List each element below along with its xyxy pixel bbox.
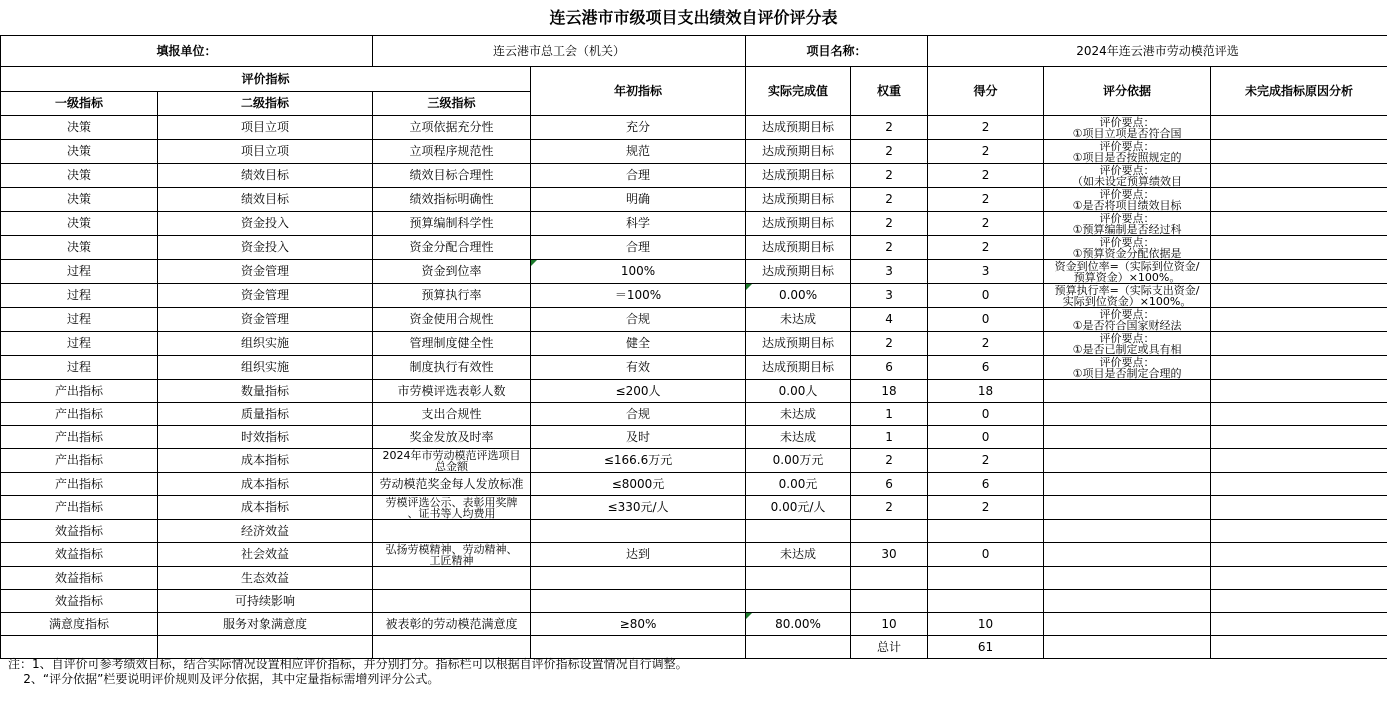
score-cell: 2 (928, 116, 1044, 140)
footnote-1: 注：1、自评价可参考绩效目标，结合实际情况设置相应评价指标，并分别打分。指标栏可以根据自评价指标设置情况自行调整。 (8, 657, 688, 671)
level2-cell: 项目立项 (158, 116, 373, 140)
reason-cell (1211, 520, 1387, 543)
basis-cell (1044, 520, 1211, 543)
weight-cell: 3 (851, 284, 928, 308)
level1-cell: 过程 (1, 308, 158, 332)
level1-cell: 产出指标 (1, 473, 158, 496)
actual-cell: 达成预期目标 (746, 212, 851, 236)
level1-cell: 决策 (1, 116, 158, 140)
score-cell: 2 (928, 188, 1044, 212)
reason-cell (1211, 188, 1387, 212)
total-label: 总计 (851, 636, 928, 659)
score-cell: 0 (928, 284, 1044, 308)
unit-value: 连云港市总工会（机关） (373, 36, 746, 67)
table-row (1, 260, 1387, 284)
header-actual: 实际完成值 (746, 67, 851, 116)
weight-cell: 3 (851, 260, 928, 284)
target-cell: 健全 (531, 332, 746, 356)
footnotes (8, 657, 688, 687)
level3-cell: 立项依据充分性 (373, 116, 531, 140)
score-cell: 2 (928, 332, 1044, 356)
reason-cell (1211, 449, 1387, 473)
actual-cell: 80.00% (746, 613, 851, 636)
target-cell: ≤166.6万元 (531, 449, 746, 473)
empty-cell (158, 636, 373, 659)
level3-cell: 劳动模范奖金每人发放标准 (373, 473, 531, 496)
basis-cell (1044, 380, 1211, 403)
reason-cell (1211, 260, 1387, 284)
target-cell: 合规 (531, 403, 746, 426)
weight-cell: 2 (851, 449, 928, 473)
level1-cell: 决策 (1, 236, 158, 260)
basis-cell (1044, 496, 1211, 520)
table-row (1, 212, 1387, 236)
table-row (1, 426, 1387, 449)
table-row (1, 236, 1387, 260)
basis-text: 评价要点： ①项目立项是否符合国 (1072, 116, 1182, 139)
empty-cell (373, 636, 531, 659)
basis-text: 评价要点： ①是否符合国家财经法 (1072, 308, 1182, 331)
actual-cell (746, 590, 851, 613)
reason-cell (1211, 590, 1387, 613)
score-cell: 2 (928, 236, 1044, 260)
target-cell: 及时 (531, 426, 746, 449)
basis-cell (1044, 449, 1211, 473)
level3-cell: 资金到位率 (373, 260, 531, 284)
table-row (1, 284, 1387, 308)
weight-cell: 1 (851, 403, 928, 426)
actual-cell: 达成预期目标 (746, 140, 851, 164)
unit-label: 填报单位： (1, 36, 373, 67)
reason-cell (1211, 426, 1387, 449)
level3-cell (373, 449, 531, 473)
reason-cell (1211, 496, 1387, 520)
basis-cell (1044, 403, 1211, 426)
basis-cell (1044, 356, 1211, 380)
level2-cell: 可持续影响 (158, 590, 373, 613)
target-cell: 科学 (531, 212, 746, 236)
level3-text: 弘扬劳模精神、劳动精神、 工匠精神 (385, 543, 518, 566)
target-cell: 达到 (531, 543, 746, 567)
weight-cell: 2 (851, 116, 928, 140)
project-label: 项目名称： (746, 36, 928, 67)
table-row (1, 590, 1387, 613)
weight-cell: 6 (851, 473, 928, 496)
basis-cell (1044, 260, 1211, 284)
reason-cell (1211, 567, 1387, 590)
total-score: 61 (928, 636, 1044, 659)
table-row (1, 520, 1387, 543)
level2-cell: 资金管理 (158, 284, 373, 308)
weight-cell: 1 (851, 426, 928, 449)
actual-cell: 未达成 (746, 308, 851, 332)
level2-cell: 时效指标 (158, 426, 373, 449)
score-cell: 0 (928, 426, 1044, 449)
level3-cell: 奖金发放及时率 (373, 426, 531, 449)
score-cell (928, 567, 1044, 590)
level2-cell: 绩效目标 (158, 188, 373, 212)
level1-cell: 效益指标 (1, 567, 158, 590)
level1-cell: 决策 (1, 164, 158, 188)
level2-cell: 数量指标 (158, 380, 373, 403)
level3-cell: 管理制度健全性 (373, 332, 531, 356)
level3-cell: 资金使用合规性 (373, 308, 531, 332)
level3-cell: 预算执行率 (373, 284, 531, 308)
reason-cell (1211, 284, 1387, 308)
basis-text: 评价要点： ①是否已制定或具有相 (1072, 332, 1182, 355)
basis-cell (1044, 332, 1211, 356)
actual-cell: 达成预期目标 (746, 356, 851, 380)
header-level2: 二级指标 (158, 92, 373, 116)
basis-cell (1044, 308, 1211, 332)
weight-cell: 2 (851, 140, 928, 164)
level2-cell: 项目立项 (158, 140, 373, 164)
level1-cell: 产出指标 (1, 426, 158, 449)
header-eval-index: 评价指标 (1, 67, 531, 92)
actual-cell: 0.00元/人 (746, 496, 851, 520)
level3-cell: 绩效目标合理性 (373, 164, 531, 188)
reason-cell (1211, 473, 1387, 496)
target-cell: ≤200人 (531, 380, 746, 403)
actual-cell: 达成预期目标 (746, 116, 851, 140)
level2-cell: 质量指标 (158, 403, 373, 426)
reason-cell (1211, 164, 1387, 188)
level1-cell: 决策 (1, 188, 158, 212)
table-row (1, 403, 1387, 426)
level2-cell: 经济效益 (158, 520, 373, 543)
reason-cell (1211, 140, 1387, 164)
table-row (1, 543, 1387, 567)
score-cell: 6 (928, 473, 1044, 496)
basis-cell (1044, 543, 1211, 567)
target-cell (531, 520, 746, 543)
table-row (1, 567, 1387, 590)
score-cell: 2 (928, 496, 1044, 520)
weight-cell: 2 (851, 164, 928, 188)
table-row (1, 496, 1387, 520)
score-cell: 2 (928, 449, 1044, 473)
level2-cell: 资金投入 (158, 236, 373, 260)
empty-cell (1211, 636, 1387, 659)
target-cell: 明确 (531, 188, 746, 212)
actual-cell (746, 520, 851, 543)
table-row (1, 188, 1387, 212)
footnote-2: 2、“评分依据”栏要说明评价规则及评分依据，其中定量指标需增列评分公式。 (8, 672, 440, 686)
basis-cell (1044, 116, 1211, 140)
score-cell (928, 590, 1044, 613)
basis-cell (1044, 473, 1211, 496)
score-cell: 3 (928, 260, 1044, 284)
level2-cell: 生态效益 (158, 567, 373, 590)
basis-text: 预算执行率=（实际支出资金/ 实际到位资金）×100%。 (1054, 284, 1200, 307)
basis-cell (1044, 284, 1211, 308)
actual-cell: 未达成 (746, 426, 851, 449)
actual-cell: 达成预期目标 (746, 164, 851, 188)
basis-cell (1044, 613, 1211, 636)
level2-cell: 成本指标 (158, 449, 373, 473)
target-cell (531, 590, 746, 613)
empty-cell (1, 636, 158, 659)
reason-cell (1211, 543, 1387, 567)
target-cell (531, 567, 746, 590)
target-cell: 合理 (531, 164, 746, 188)
level3-cell: 支出合规性 (373, 403, 531, 426)
basis-cell (1044, 188, 1211, 212)
score-cell: 0 (928, 403, 1044, 426)
score-cell: 18 (928, 380, 1044, 403)
level3-cell: 绩效指标明确性 (373, 188, 531, 212)
table-row (1, 116, 1387, 140)
basis-cell (1044, 140, 1211, 164)
level2-cell: 组织实施 (158, 332, 373, 356)
actual-cell: 0.00% (746, 284, 851, 308)
weight-cell: 2 (851, 188, 928, 212)
basis-cell (1044, 212, 1211, 236)
level2-cell: 社会效益 (158, 543, 373, 567)
weight-cell: 2 (851, 496, 928, 520)
header-reason: 未完成指标原因分析 (1211, 67, 1387, 116)
target-cell: ≥80% (531, 613, 746, 636)
header-level3: 三级指标 (373, 92, 531, 116)
basis-text: 评价要点： （如未设定预算绩效目 (1072, 164, 1183, 187)
table-row (1, 356, 1387, 380)
score-cell: 0 (928, 543, 1044, 567)
level1-cell: 产出指标 (1, 403, 158, 426)
weight-cell: 10 (851, 613, 928, 636)
level1-cell: 产出指标 (1, 380, 158, 403)
empty-cell (746, 636, 851, 659)
level1-cell: 效益指标 (1, 543, 158, 567)
level2-cell: 资金投入 (158, 212, 373, 236)
actual-cell (746, 567, 851, 590)
reason-cell (1211, 212, 1387, 236)
basis-cell (1044, 567, 1211, 590)
score-cell: 6 (928, 356, 1044, 380)
actual-cell: 未达成 (746, 403, 851, 426)
score-cell: 2 (928, 164, 1044, 188)
weight-cell: 18 (851, 380, 928, 403)
level1-cell: 决策 (1, 212, 158, 236)
level3-text: 劳模评选公示、表彰用奖牌 、证书等人均费用 (385, 496, 518, 519)
target-cell: 合理 (531, 236, 746, 260)
weight-cell: 2 (851, 332, 928, 356)
level1-cell: 过程 (1, 332, 158, 356)
score-cell: 10 (928, 613, 1044, 636)
table-row (1, 473, 1387, 496)
level2-cell: 绩效目标 (158, 164, 373, 188)
basis-text: 评价要点： ①预算资金分配依据是 (1072, 236, 1182, 259)
weight-cell: 6 (851, 356, 928, 380)
basis-cell (1044, 164, 1211, 188)
level2-cell: 成本指标 (158, 496, 373, 520)
level3-text: 2024年市劳动模范评选项目 总金额 (382, 449, 521, 472)
reason-cell (1211, 332, 1387, 356)
basis-cell (1044, 590, 1211, 613)
header-target: 年初指标 (531, 67, 746, 116)
reason-cell (1211, 380, 1387, 403)
level3-cell (373, 543, 531, 567)
level1-cell: 满意度指标 (1, 613, 158, 636)
header-score: 得分 (928, 67, 1044, 116)
header-basis: 评分依据 (1044, 67, 1211, 116)
target-cell: ≤330元/人 (531, 496, 746, 520)
level3-cell: 预算编制科学性 (373, 212, 531, 236)
actual-cell: 0.00人 (746, 380, 851, 403)
basis-text: 资金到位率=（实际到位资金/ 预算资金）×100%。 (1054, 260, 1200, 283)
actual-cell: 0.00元 (746, 473, 851, 496)
table-row (1, 449, 1387, 473)
weight-cell: 2 (851, 212, 928, 236)
score-table (0, 35, 1387, 659)
empty-cell (1044, 636, 1211, 659)
table-row (1, 164, 1387, 188)
weight-cell (851, 567, 928, 590)
basis-text: 评价要点： ①项目是否制定合理的 (1072, 356, 1182, 379)
target-cell: 100% (531, 260, 746, 284)
target-cell: 有效 (531, 356, 746, 380)
level3-cell (373, 496, 531, 520)
level1-cell: 过程 (1, 260, 158, 284)
level1-cell: 效益指标 (1, 520, 158, 543)
project-value: 2024年连云港市劳动模范评选 (928, 36, 1387, 67)
info-row (1, 36, 1387, 67)
basis-cell (1044, 426, 1211, 449)
actual-cell: 未达成 (746, 543, 851, 567)
weight-cell: 30 (851, 543, 928, 567)
score-cell: 2 (928, 140, 1044, 164)
level3-cell: 制度执行有效性 (373, 356, 531, 380)
actual-cell: 达成预期目标 (746, 236, 851, 260)
table-row (1, 332, 1387, 356)
target-cell: 充分 (531, 116, 746, 140)
level2-cell: 资金管理 (158, 308, 373, 332)
level1-cell: 过程 (1, 284, 158, 308)
level1-cell: 过程 (1, 356, 158, 380)
table-row (1, 140, 1387, 164)
basis-text: 评价要点： ①预算编制是否经过科 (1072, 212, 1182, 235)
table-row (1, 308, 1387, 332)
level3-cell: 被表彰的劳动模范满意度 (373, 613, 531, 636)
actual-cell: 达成预期目标 (746, 188, 851, 212)
header-weight: 权重 (851, 67, 928, 116)
level1-cell: 效益指标 (1, 590, 158, 613)
page-title: 连云港市市级项目支出绩效自评价评分表 (549, 8, 838, 27)
level1-cell: 决策 (1, 140, 158, 164)
header-level1: 一级指标 (1, 92, 158, 116)
total-row (1, 636, 1387, 659)
weight-cell: 4 (851, 308, 928, 332)
level2-cell: 成本指标 (158, 473, 373, 496)
actual-cell: 达成预期目标 (746, 260, 851, 284)
actual-cell: 达成预期目标 (746, 332, 851, 356)
table-row (1, 380, 1387, 403)
header-row-1 (1, 67, 1387, 92)
table-row (1, 613, 1387, 636)
level2-cell: 服务对象满意度 (158, 613, 373, 636)
level3-cell (373, 590, 531, 613)
reason-cell (1211, 356, 1387, 380)
level3-cell: 市劳模评选表彰人数 (373, 380, 531, 403)
reason-cell (1211, 116, 1387, 140)
target-cell: 合规 (531, 308, 746, 332)
level3-cell: 资金分配合理性 (373, 236, 531, 260)
weight-cell (851, 590, 928, 613)
basis-cell (1044, 236, 1211, 260)
target-cell: ≤8000元 (531, 473, 746, 496)
level2-cell: 组织实施 (158, 356, 373, 380)
target-cell: ＝100% (531, 284, 746, 308)
score-cell: 2 (928, 212, 1044, 236)
reason-cell (1211, 236, 1387, 260)
reason-cell (1211, 403, 1387, 426)
level3-cell (373, 567, 531, 590)
score-cell: 0 (928, 308, 1044, 332)
basis-text: 评价要点： ①是否将项目绩效目标 (1072, 188, 1182, 211)
level3-cell (373, 520, 531, 543)
level2-cell: 资金管理 (158, 260, 373, 284)
empty-cell (531, 636, 746, 659)
level1-cell: 产出指标 (1, 449, 158, 473)
score-cell (928, 520, 1044, 543)
reason-cell (1211, 613, 1387, 636)
basis-text: 评价要点： ①项目是否按照规定的 (1072, 140, 1182, 163)
level3-cell: 立项程序规范性 (373, 140, 531, 164)
weight-cell: 2 (851, 236, 928, 260)
reason-cell (1211, 308, 1387, 332)
actual-cell: 0.00万元 (746, 449, 851, 473)
level1-cell: 产出指标 (1, 496, 158, 520)
weight-cell (851, 520, 928, 543)
target-cell: 规范 (531, 140, 746, 164)
